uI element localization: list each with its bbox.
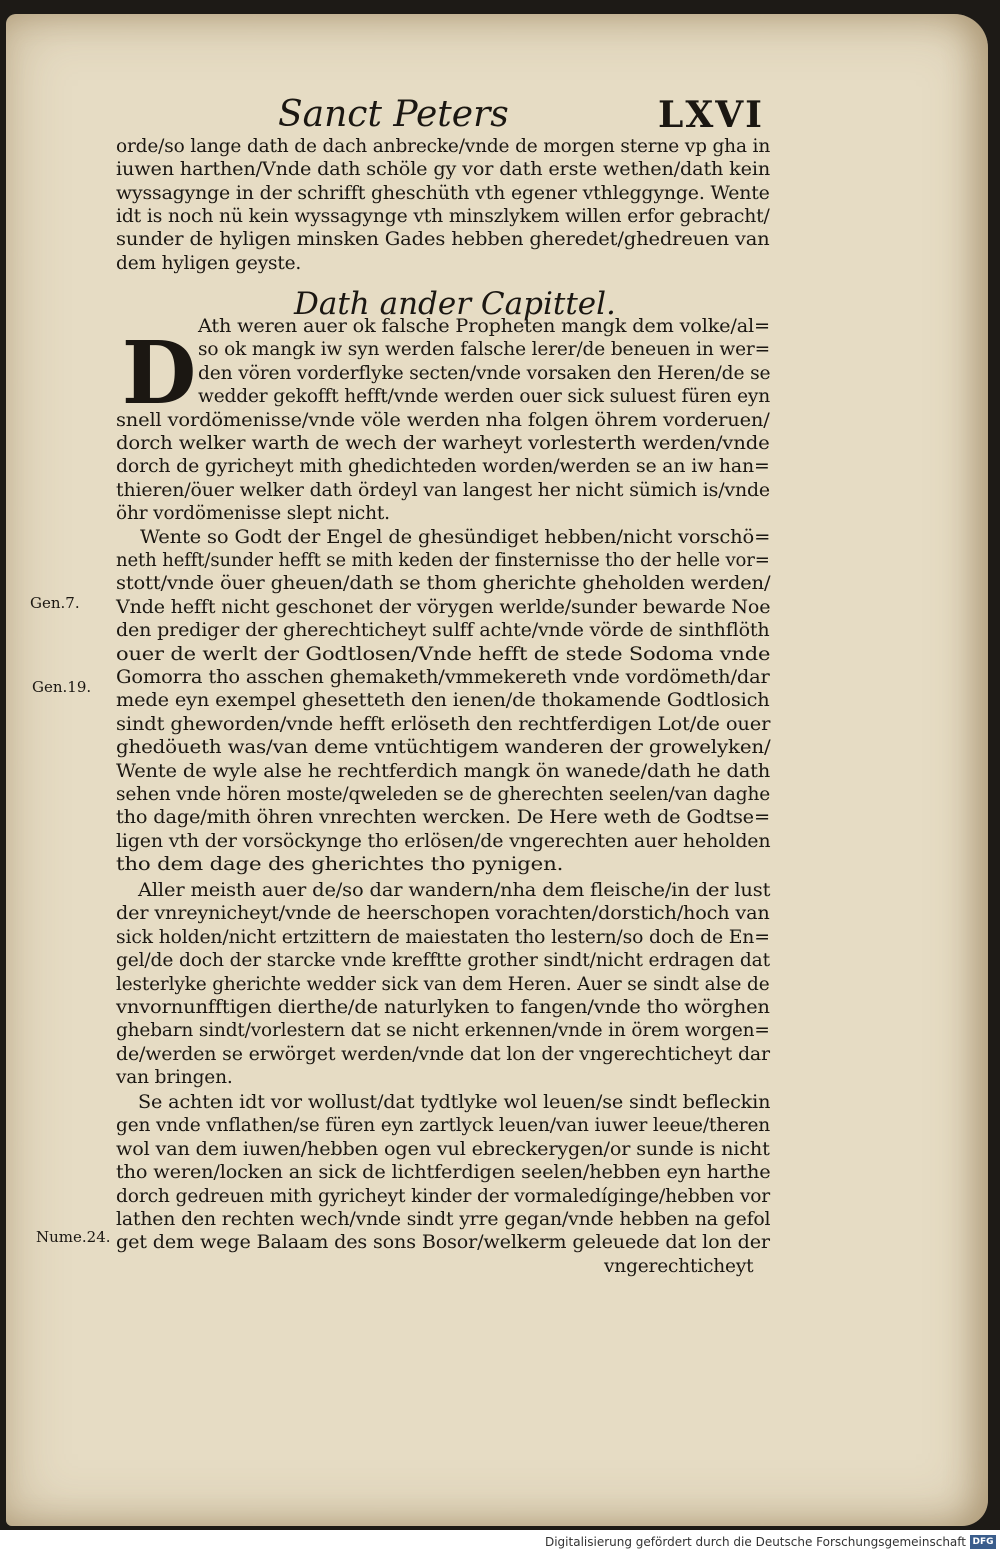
text-line: Se achten idt vor wollust/dat tydtlyke wol leuen/se sindt befleckin bbox=[138, 1092, 771, 1113]
text-line: tho dem dage des gherichtes tho pynigen. bbox=[116, 854, 564, 876]
text-line: mede eyn exempel ghesetteth den ienen/de thokamende Godtlosich bbox=[116, 690, 770, 712]
text-line: stott/vnde öuer gheuen/dath se thom gherichte gheholden werden/ bbox=[116, 573, 771, 595]
text-line: dem hyligen geyste. bbox=[116, 252, 302, 274]
text-line: gel/de doch der starcke vnde krefftte grother sindt/nicht erdragen dat bbox=[116, 950, 770, 972]
margin-note-gen-19: Gen.19. bbox=[32, 678, 92, 696]
initial-letter: D bbox=[121, 323, 197, 424]
text-line: de/werden se erwörget werden/vnde dat lon der vngerechticheyt dar bbox=[116, 1043, 770, 1065]
text-line: der vnreynicheyt/vnde de heerschopen vorachten/dorstich/hoch van bbox=[116, 903, 770, 925]
text-line: sunder de hyligen minsken Gades hebben gheredet/ghedreuen van bbox=[116, 229, 770, 251]
text-line: so ok mangk iw syn werden falsche lerer/de beneuen in wer= bbox=[198, 339, 770, 361]
text-line: wol van dem iuwen/hebben ogen vul ebreckerygen/or sunde is nicht bbox=[116, 1138, 770, 1160]
text-line: sehen vnde hören moste/qweleden se de gherechten seelen/van daghe bbox=[116, 784, 771, 805]
margin-note-nume-24: Nume.24. bbox=[36, 1228, 111, 1246]
text-line: sick holden/nicht ertzittern de maiestaten tho lestern/so doch de En= bbox=[116, 926, 770, 948]
margin-note-gen-7: Gen.7. bbox=[30, 594, 80, 612]
chapter-heading: Dath ander Capittel. bbox=[294, 286, 616, 322]
text-line: gen vnde vnflathen/se füren eyn zartlyck leuen/van iuwer leeue/theren bbox=[116, 1115, 771, 1137]
text-line: Aller meisth auer de/so dar wandern/nha dem fleische/in der lust bbox=[138, 880, 771, 901]
text-line: ligen vth der vorsöckynge tho erlösen/de vngerechten auer heholden bbox=[116, 830, 771, 852]
text-line: iuwen harthen/Vnde dath schöle gy vor dath erste wethen/dath kein bbox=[116, 159, 771, 181]
dfg-logo: DFG bbox=[970, 1535, 996, 1549]
text-line: get dem wege Balaam des sons Bosor/welkerm geleuede dat lon der bbox=[116, 1232, 770, 1254]
text-line: dorch de gyricheyt mith ghedichteden worden/werden se an iw han= bbox=[116, 456, 770, 478]
text-line: Wente de wyle alse he rechtferdich mangk ön wanede/dath he dath bbox=[116, 760, 771, 782]
text-line: vnvornunfftigen dierthe/de naturlyken to fangen/vnde tho wörghen bbox=[116, 997, 770, 1018]
book-page bbox=[6, 14, 988, 1526]
text-line: wyssagynge in der schrifft gheschüth vth egener vthleggynge. Wente bbox=[116, 182, 770, 204]
text-line: tho dage/mith öhren vnrechten wercken. De Here weth de Godtse= bbox=[116, 807, 770, 829]
digitization-credit: Digitalisierung gefördert durch die Deutsche Forschungsgemeinschaft bbox=[544, 1535, 966, 1549]
footer-bar bbox=[0, 1530, 1000, 1555]
text-line: orde/so lange dath de dach anbrecke/vnde de morgen sterne vp gha in bbox=[116, 136, 771, 157]
text-line: Ath weren auer ok falsche Propheten mangk dem volke/al= bbox=[198, 316, 770, 337]
text-line: Wente so Godt der Engel de ghesündiget hebben/nicht vorschö= bbox=[140, 526, 771, 548]
text-line: den prediger der gherechticheyt sulff achte/vnde vörde de sinthflöth bbox=[116, 620, 770, 642]
text-line: Gomorra tho asschen ghemaketh/vmmekereth vnde vordömeth/dar bbox=[116, 667, 770, 688]
text-line: öhr vordömenisse slept nicht. bbox=[116, 503, 390, 525]
text-line: ghedöueth was/van deme vntüchtigem wanderen der growelyken/ bbox=[116, 737, 771, 759]
decorated-initial bbox=[118, 323, 200, 424]
text-line: den vören vorderflyke secten/vnde vorsaken den Heren/de se bbox=[198, 362, 771, 384]
text-line: ghebarn sindt/vorlestern dat se nicht erkennen/vnde in örem worgen= bbox=[116, 1020, 770, 1042]
running-title: Sanct Peters bbox=[278, 94, 509, 135]
catchword: vngerechticheyt bbox=[604, 1256, 754, 1277]
text-line: dorch welker warth de wech der warheyt vorlesterth werden/vnde bbox=[116, 433, 770, 454]
text-line: idt is noch nü kein wyssagynge vth minszlykem willen erfor gebracht/ bbox=[116, 205, 770, 227]
text-line: thieren/öuer welker dath ördeyl van langest her nicht sümich is/vnde bbox=[116, 479, 770, 501]
text-line: van bringen. bbox=[116, 1067, 233, 1089]
text-line: lathen den rechten wech/vnde sindt yrre gegan/vnde hebben na gefol bbox=[116, 1209, 771, 1230]
text-line: wedder gekofft hefft/vnde werden ouer sick suluest füren eyn bbox=[198, 386, 771, 408]
text-line: snell vordömenisse/vnde völe werden nha folgen öhrem vorderuen/ bbox=[116, 409, 770, 431]
text-line: tho weren/locken an sick de lichtferdigen seelen/hebben eyn harthe bbox=[116, 1162, 771, 1184]
text-line: sindt gheworden/vnde hefft erlöseth den rechtferdigen Lot/de ouer bbox=[116, 713, 771, 735]
text-line: neth hefft/sunder hefft se mith keden der finsternisse tho der helle vor= bbox=[116, 550, 770, 571]
folio-number: LXVI bbox=[658, 94, 765, 136]
text-line: dorch gedreuen mith gyricheyt kinder der vormaledíginge/hebben vor bbox=[116, 1185, 771, 1207]
text-line: lesterlyke gherichte wedder sick van dem Heren. Auer se sindt alse de bbox=[116, 973, 770, 995]
text-line: ouer de werlt der Godtlosen/Vnde hefft de stede Sodoma vnde bbox=[116, 643, 771, 665]
text-line: Vnde hefft nicht geschonet der vörygen werlde/sunder bewarde Noe bbox=[116, 596, 771, 618]
